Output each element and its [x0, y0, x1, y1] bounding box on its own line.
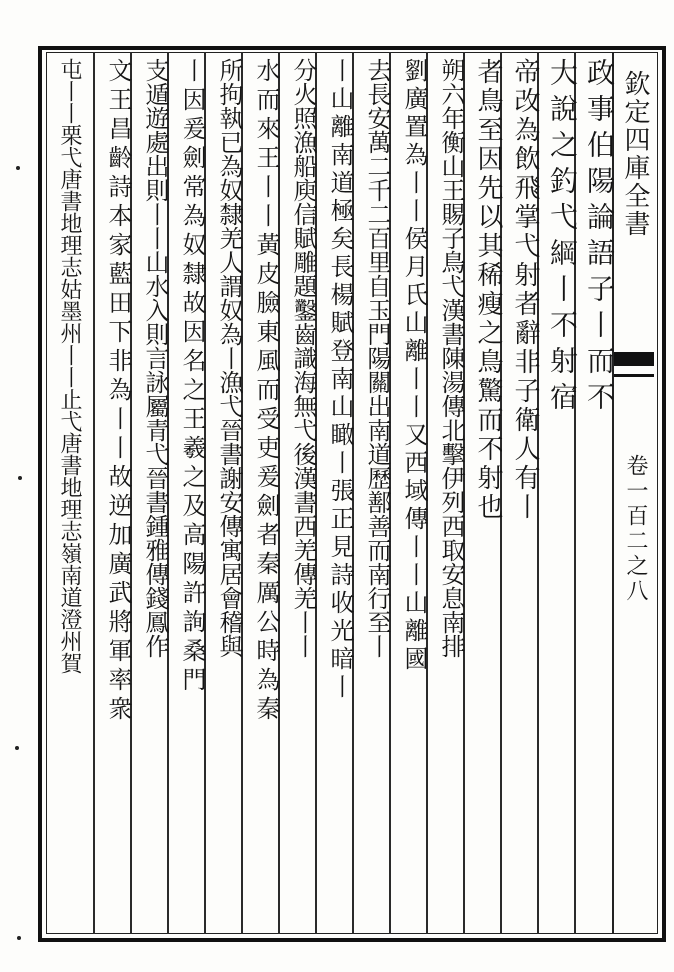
book-title: 欽定四庫全書	[620, 70, 650, 238]
text-column: 支遁遊處出則丨丨山水入則言詠屬青弋晉書鍾雅傳錢鳳作	[141, 58, 169, 658]
text-column: 文王昌齡詩本家藍田下非為丨丨故逆加廣武將軍率衆	[104, 58, 132, 725]
text-column: 者鳥至因先以其稀瘦之鳥驚而不射也	[473, 58, 503, 522]
scan-edge-specks	[14, 56, 24, 936]
text-column: 屯丨丨栗弋唐書地理志姑墨州丨丨止弋唐書地理志嶺南道澄州賀	[57, 58, 82, 674]
volume-label: 卷一百二之八	[623, 454, 648, 604]
text-column: 丨山離南道極矣長楊賦登南山瞰丨張正見詩收光暗丨	[326, 58, 354, 702]
text-column: 大說之釣弋綱丨不射宿	[546, 58, 579, 418]
text-column: 劉廣置為丨丨侯月氏山離丨丨又西域傳丨丨山離國	[400, 58, 428, 674]
text-column: 分火照漁船庾信賦雕題鑿齒識海無弋後漢書西羌傳羌丨丨	[289, 58, 317, 658]
text-column: 朔六年衡山王賜子鳥弋漢書陳湯傳北擊伊列西取安息南排	[437, 58, 465, 658]
text-column-fragment	[58, 58, 66, 98]
text-column: 丨因爰劍常為奴隸故因名之王羲之及高陽許詢桑門	[178, 58, 206, 696]
text-column: 水而來王丨丨黃皮臉東風而受吏爰劍者秦厲公時為秦	[252, 58, 280, 725]
text-column: 所拘執已為奴隸羌人謂奴為丨漁弋晉書謝安傳寓居會稽與	[215, 58, 243, 658]
text-column: 去長安萬二千二百里自玉門陽關出南道歷鄯善而南行至丨	[363, 58, 391, 658]
text-column: 帝改為飲飛掌弋射者辭非子衛人有丨	[510, 58, 540, 522]
text-column: 政事伯陽論語子丨而不	[583, 58, 616, 418]
